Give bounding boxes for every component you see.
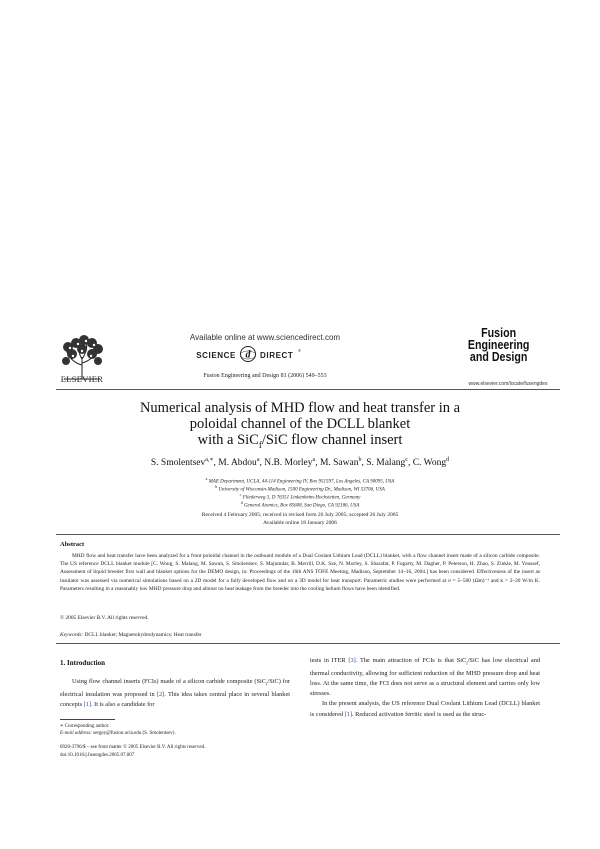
article-title [80,400,520,453]
keywords-list: DCLL blanket; Magnetohydrodynamics; Heat transfer [84,632,202,638]
author-list: S. Smolentsev$^{a,∗}$, M. Abdou$^a$, N.B. Morley$^a$, M. Sawan$^b$, S. Malang$^c$, C. Wong$^d$ [150,457,450,469]
author-name[interactable]: C. Wong [412,458,447,469]
affiliation: $^a$ MAE Department, UCLA, 44-114 Engineering IV, Box 951597, Los Angeles, CA 90095, USA [205,476,395,485]
title-line-1: Numerical analysis of MHD flow and heat transfer in a [139,400,461,416]
available-online-date: Available online 18 January 2006 [263,520,337,526]
copyright-notice: © 2005 Elsevier B.V. All rights reserved. [60,615,149,621]
sciencedirect-logo-reg: ® [298,348,301,353]
affiliation: $^d$ General Atomics, Box 85608, San Diego, CA 92186, USA [240,500,360,509]
journal-logo [456,327,541,363]
citation-link[interactable]: [2] [156,690,165,698]
elsevier-wordmark: ELSEVIER [60,374,104,384]
citation-link[interactable]: [1] [344,710,352,718]
sciencedirect-logo-mark: d [245,349,251,361]
section-heading: 1. Introduction [60,659,105,667]
affiliation: $^b$ University of Wisconsin-Madison, 1500 Engineering Dr., Madison, WI 53706, USA [215,484,385,493]
sciencedirect-logo [174,345,356,363]
citation-link[interactable]: [3] [348,657,356,664]
title-line-2: poloidal channel of the DCLL blanket [189,416,411,432]
author-name[interactable]: N.B. Morley [264,458,313,469]
journal-logo-line: Fusion [481,325,517,340]
paragraph: Using flow channel inserts (FCIs) made of a silicon carbide composite (SiC$_f$/SiC) for electrical insulation was proposed in [2]. This idea takes central place in several blanket concepts [1]. It is also a candidate for [60,678,291,708]
available-online-link[interactable]: Available online at www.sciencedirect.com [189,333,341,342]
author-name[interactable]: M. Abdou [218,458,257,469]
email-link[interactable]: sergey@fusion.ucla.edu (S. Smolentsev). [93,731,176,736]
journal-logo-line: and Design [469,349,528,364]
affiliation: $^c$ Fliederweg 3, D 76351 Linkenheim-Hochstetten, Germany [239,492,361,501]
issn-line: 0920-3796/$ – see front matter © 2005 Elsevier B.V. All rights reserved. [60,745,206,750]
received-dates: Received 4 February 2005; received in revised form 26 July 2005; accepted 26 July 2005 [201,512,399,518]
body-column-right [310,656,540,720]
citation-link[interactable]: [1] [83,700,91,708]
sciencedirect-logo-right: DIRECT [260,351,294,360]
sciencedirect-logo-left: SCIENCE [196,351,236,360]
author-name[interactable]: M. Sawan [319,458,359,469]
paragraph: tests in ITER [3]. The main attraction of FCIs is that SiC$_f$/SiC has low electrical and thermal conductivity, allowing for sufficient reduction of the MHD pressure drop and heat loss. At the same time, the FCI does not serve as a structural element and carries only low stresses. [310,657,540,698]
body-column-left [60,677,290,710]
email-note: E-mail address: sergey@fusion.ucla.edu (S. Smolentsev). [60,731,176,736]
journal-logo-line: Engineering [467,337,530,352]
journal-url-link[interactable]: www.elsevier.com/locate/fusengdes [468,381,548,387]
paragraph: In the present analysis, the US reference Dual Coolant Lithium Lead (DCLL) blanket is considered [1]. Reduced activation ferritic steel is used as the struc- [310,700,540,718]
keywords [60,632,202,638]
keywords-label: Keywords: [60,632,84,638]
title-line-3: with a SiC$_f$/SiC flow channel insert [197,432,403,450]
author-name[interactable]: S. Malang [366,458,406,469]
abstract-bottom-rule [56,643,560,644]
abstract-heading: Abstract [60,541,85,548]
doi-link[interactable]: doi:10.1016/j.fusengdes.2005.07.007 [60,753,135,758]
journal-reference: Fusion Engineering and Design 81 (2006) 549–553 [203,373,327,379]
header-rule [56,389,560,390]
footnote-rule [60,719,115,720]
corresponding-author-note: ∗ Corresponding author. [60,724,110,729]
abstract-text: MHD flow and heat transfer have been analyzed for a front poloidal channel in the outboard module of a Dual Coolant Lithium Lead (DCLL) blanket, with a flow channel insert made of a silicon carbide composite. The US reference DCLL blanket module [C. Wong, S. Malang, M. Sawan, S. Smolentsev, S. Majumdar, B. Merrill, D.K. Sze, N. Morley, S. Sharafat, P. Fogarty, M. Dagher, P. Peterson, H. Zhao, S. Zinkle, M. Youssef, Assessment of liquid breeder first wall and blanket options for the DEMO design, in: Proceedings of the 16th ANS TOFE Meeting, Madison, September 14–16, 2004.] has been considered. Effectiveness of the insert as insulator was assessed via numerical simulations based on a 2D model for a fully developed flow and on a 3D model for heat transport. Parametric studies were performed at σ = 5–500 (Ωm)⁻¹ and k = 2–20 W/m K. Parameters resulting in a reasonably low MHD pressure drop and almost no heat leakage from the breeder into the cooling helium flows have been identified. [60,553,540,592]
author-name[interactable]: S. Smolentsev [150,458,206,469]
abstract-top-rule [56,534,560,535]
